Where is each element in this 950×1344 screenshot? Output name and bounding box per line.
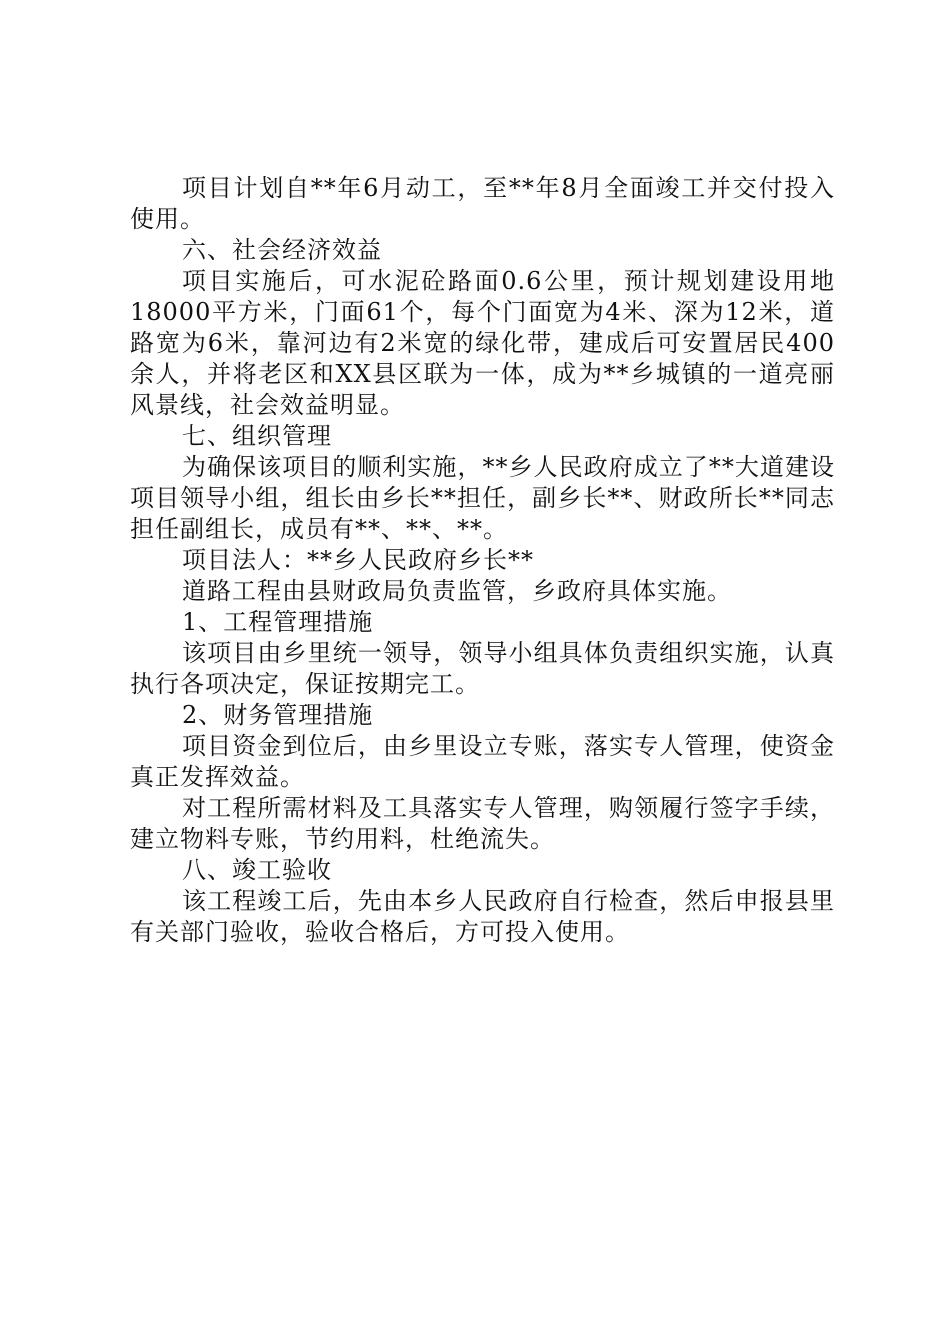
document-body bbox=[130, 173, 835, 948]
paragraph-leadership-group: 为确保该项目的顺利实施，**乡人民政府成立了**大道建设项目领导小组，组长由乡长**担任，副乡长**、财政所长**同志担任副组长，成员有**、**、**。 bbox=[130, 453, 835, 543]
section-heading-acceptance: 八、竣工验收 bbox=[182, 856, 332, 884]
paragraph-materials: 对工程所需材料及工具落实专人管理，购领履行签字手续，建立物料专账，节约用料，杜绝流失。 bbox=[130, 794, 835, 853]
section-heading-management: 七、组织管理 bbox=[182, 422, 332, 450]
paragraph-financial-measures: 项目资金到位后，由乡里设立专账，落实专人管理，使资金真正发挥效益。 bbox=[130, 732, 835, 791]
paragraph-legal-person: 项目法人：**乡人民政府乡长** bbox=[182, 546, 534, 574]
paragraph-acceptance: 该工程竣工后，先由本乡人民政府自行检查，然后申报县里有关部门验收，验收合格后，方可投入使用。 bbox=[130, 887, 835, 946]
paragraph-engineering-measures: 该项目由乡里统一领导，领导小组具体负责组织实施，认真执行各项决定，保证按期完工。 bbox=[130, 639, 835, 698]
paragraph-benefits: 项目实施后，可水泥砼路面0.6公里，预计规划建设用地18000平方米，门面61个，每个门面宽为4米、深为12米，道路宽为6米，靠河边有2米宽的绿化带，建成后可安置居民400余人，并将老区和XX县区联为一体，成为**乡城镇的一道亮丽风景线，社会效益明显。 bbox=[130, 267, 835, 419]
subheading-financial-measures: 2、财务管理措施 bbox=[182, 701, 374, 729]
section-heading-benefits: 六、社会经济效益 bbox=[182, 236, 382, 264]
subheading-engineering-measures: 1、工程管理措施 bbox=[182, 608, 374, 636]
paragraph-schedule: 项目计划自**年6月动工，至**年8月全面竣工并交付投入使用。 bbox=[130, 174, 835, 233]
paragraph-supervision: 道路工程由县财政局负责监管，乡政府具体实施。 bbox=[182, 577, 732, 605]
